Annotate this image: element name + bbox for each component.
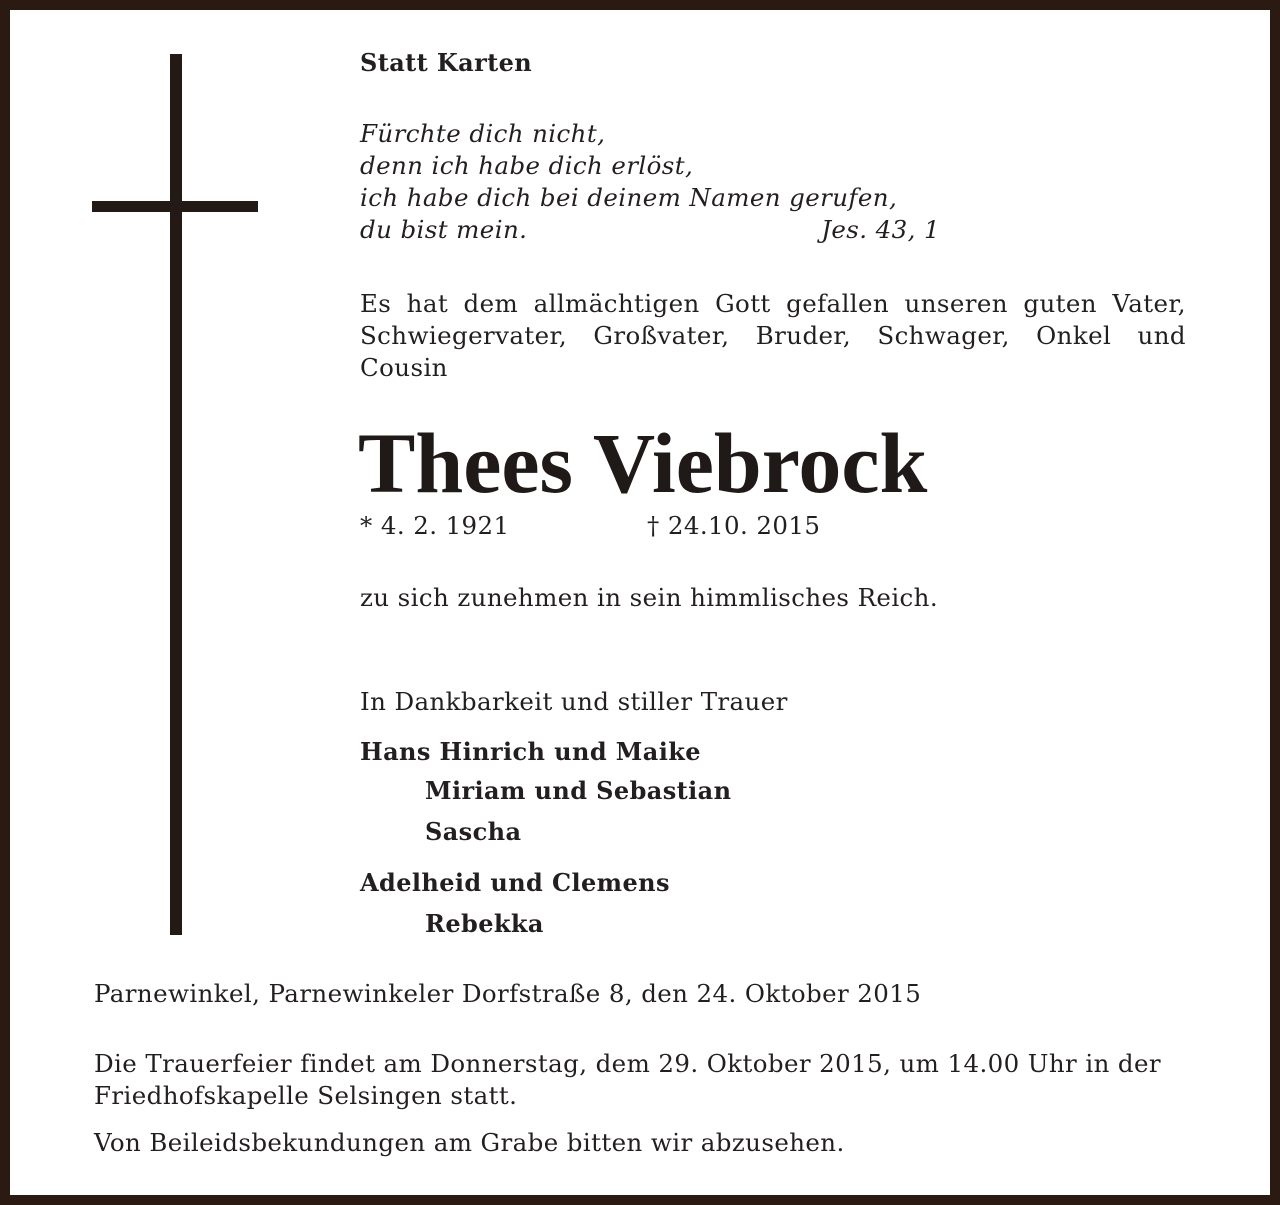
- verse-line: Fürchte dich nicht,: [360, 119, 606, 148]
- verse-line: du bist mein.: [360, 215, 528, 244]
- funeral-info: Die Trauerfeier findet am Donnerstag, dem 29. Oktober 2015, um 14.00 Uhr in der Friedhofskapelle Selsingen statt.: [94, 1049, 1162, 1110]
- statt-karten-heading: Statt Karten: [360, 48, 533, 77]
- mourners-intro: In Dankbarkeit und stiller Trauer: [360, 687, 788, 716]
- deceased-name: Thees Viebrock: [358, 415, 928, 511]
- intro-text: Es hat dem allmächtigen Gott gefallen unseren guten Vater, Schwiegervater, Großvater, Bruder, Schwager, Onkel und Cousin: [360, 289, 1186, 382]
- closing-text: zu sich zunehmen in sein himmlisches Reich.: [360, 583, 939, 612]
- bible-verse: [360, 118, 940, 246]
- verse-line: denn ich habe dich erlöst,: [360, 151, 694, 180]
- verse-last-line: [360, 214, 940, 246]
- death-date: † 24.10. 2015: [647, 511, 821, 540]
- mourner-family-1-child: Miriam und Sebastian: [425, 776, 732, 805]
- birth-date: * 4. 2. 1921: [360, 511, 510, 540]
- mourner-family-1-child: Sascha: [425, 817, 522, 846]
- cross-horizontal-bar: [92, 201, 258, 212]
- verse-reference: Jes. 43, 1: [821, 215, 940, 244]
- condolence-note: Von Beileidsbekundungen am Grabe bitten wir abzusehen.: [94, 1128, 845, 1157]
- mourner-family-2-child: Rebekka: [425, 909, 544, 938]
- place-and-date: Parnewinkel, Parnewinkeler Dorfstraße 8, den 24. Oktober 2015: [94, 979, 922, 1008]
- mourner-family-2: Adelheid und Clemens: [360, 868, 670, 897]
- verse-line: ich habe dich bei deinem Namen gerufen,: [360, 183, 898, 212]
- mourner-family-1: Hans Hinrich und Maike: [360, 737, 701, 766]
- cross-vertical-bar: [170, 54, 182, 935]
